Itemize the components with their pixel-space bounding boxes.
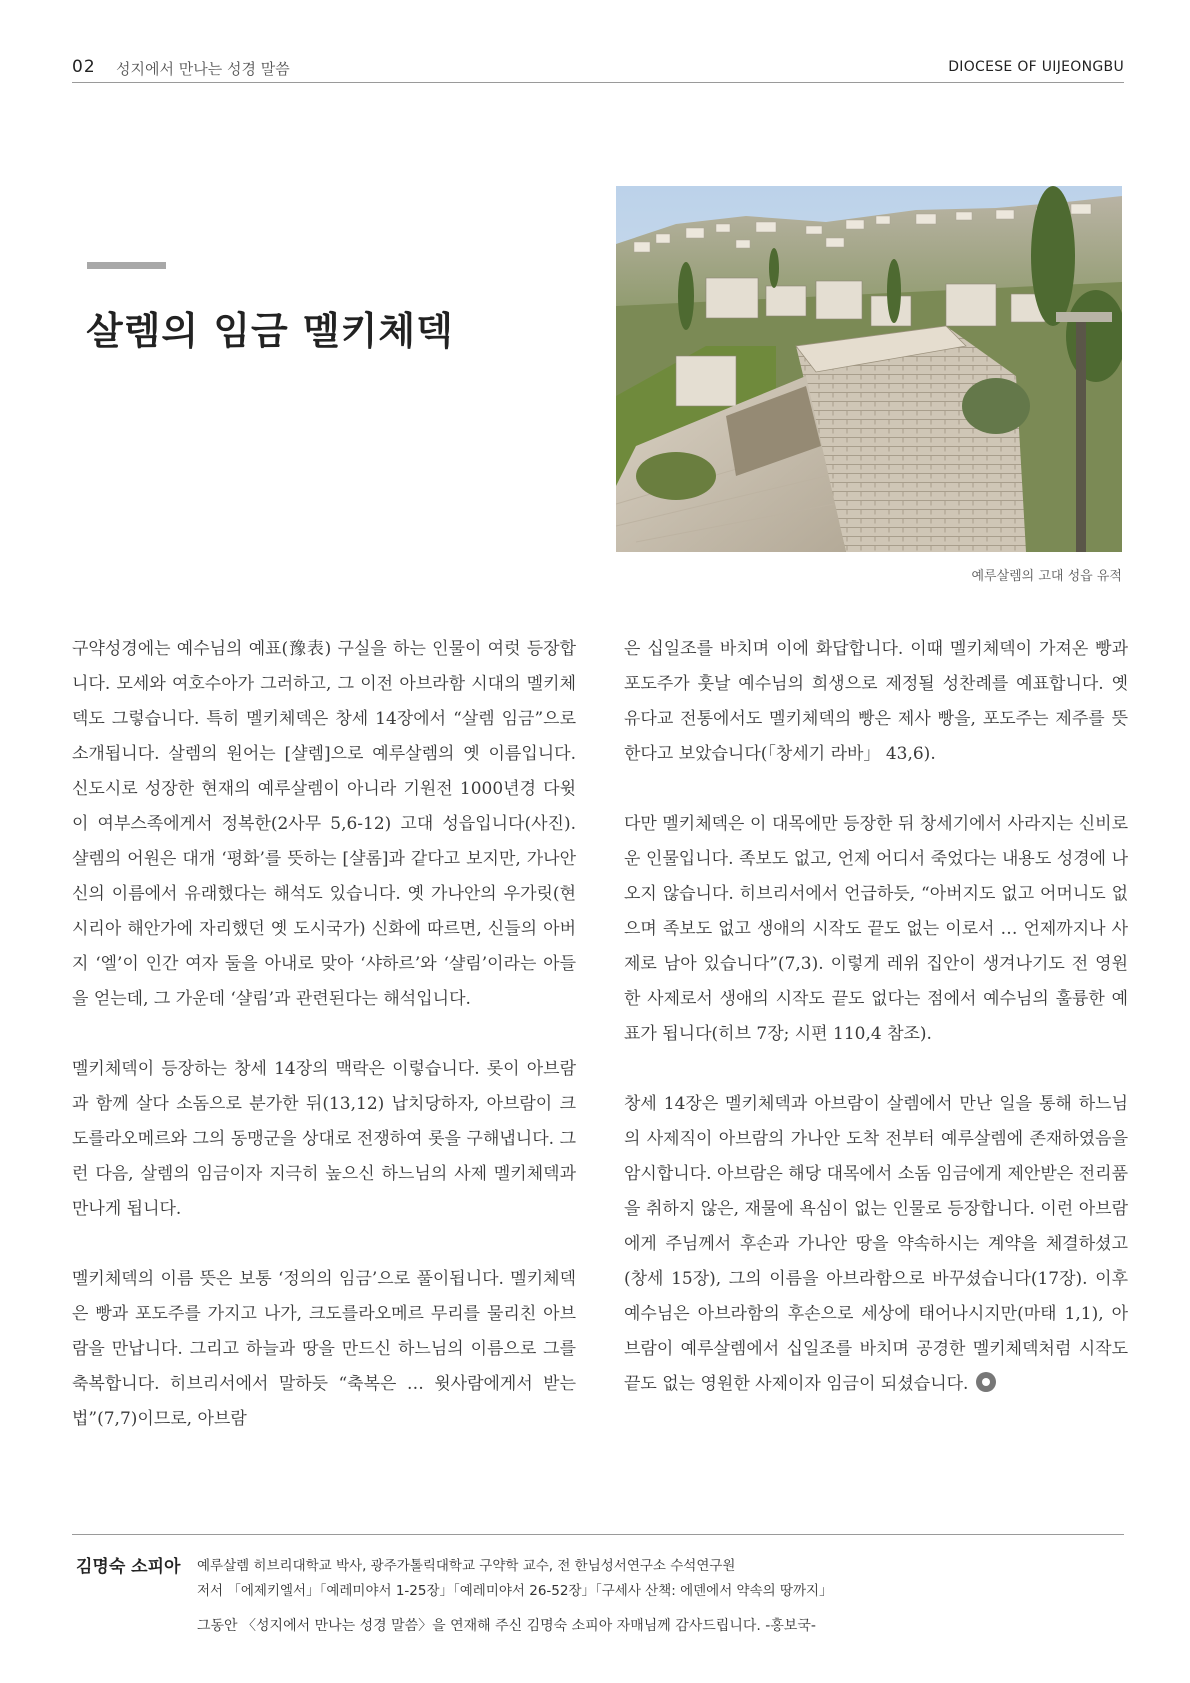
body-paragraph-final [624,1087,1128,1402]
body-paragraph: 은 십일조를 바치며 이에 화답합니다. 이때 멜키체덱이 가져온 빵과 포도주가 훗날 예수님의 희생으로 제정될 성찬례를 예표합니다. 옛 유다교 전통에서도 멜키체덱의 빵은 제사 빵을, 포도주는 제주를 뜻한다고 보았습니다(「창세기 라바」 43,6). [624,639,1128,764]
body-paragraph: 구약성경에는 예수님의 예표(豫表) 구실을 하는 인물이 여럿 등장합니다. 모세와 여호수아가 그러하고, 그 이전 아브라함 시대의 멜키체덱도 그렇습니다. 특히 멜키체덱은 창세 14장에서 “살렘 임금”으로 소개됩니다. 살렘의 원어는 [샬렘]으로 예루살렘의 옛 이름입니다. 신도시로 성장한 현재의 예루살렘이 아니라 기원전 1000년경 다윗이 여부스족에게서 정복한(2사무 5,6-12) 고대 성읍입니다(사진). 샬렘의 어원은 대개 ‘평화’를 뜻하는 [샬롬]과 같다고 보지만, 가나안 신의 이름에서 유래했다는 해석도 있습니다. 옛 가나안의 우가릿(현 시리아 해안가에 자리했던 옛 도시국가) 신화에 따르면, 신들의 아버지 ‘엘’이 인간 여자 둘을 아내로 맞아 ‘샤하르’와 ‘샬림’이라는 아들을 얻는데, 그 가운데 ‘샬림’과 관련된다는 해석입니다. [72,639,576,1009]
body-paragraph: 다만 멜키체덱은 이 대목에만 등장한 뒤 창세기에서 사라지는 신비로운 인물입니다. 족보도 없고, 언제 어디서 죽었다는 내용도 성경에 나오지 않습니다. 히브리서에서 언급하듯, “아버지도 없고 어머니도 없으며 족보도 없고 생애의 시작도 끝도 없는 이로서 … 언제까지나 사제로 남아 있습니다”(7,3). 이렇게 레위 집안이 생겨나기도 전 영원한 사제로서 생애의 시작도 끝도 없다는 점에서 예수님의 훌륭한 예표가 됩니다(히브 7장; 시편 110,4 참조). [624,814,1128,1044]
author-name: 김명숙 소피아 [76,1557,181,1577]
article-title: 살렘의 임금 멜키체덱 [86,308,454,353]
body-column-right [624,632,1128,1437]
footer-divider [72,1534,1124,1535]
body-paragraph: 멜키체덱의 이름 뜻은 보통 ‘정의의 임금’으로 풀이됩니다. 멜키체덱은 빵과 포도주를 가지고 나가, 크도를라오메르 무리를 물리친 아브람을 만납니다. 그리고 하늘과 땅을 만드신 하느님의 이름으로 그를 축복합니다. 히브리서에서 말하듯 “축복은 … 윗사람에게서 받는 법”(7,7)이므로, 아브람 [72,1269,576,1429]
page-header [72,48,1124,83]
publisher-name: DIOCESE OF UIJEONGBU [948,59,1124,75]
author-credentials: 예루살렘 히브리대학교 박사, 광주가톨릭대학교 구약학 교수, 전 한님성서연구소 수석연구원 [197,1558,736,1574]
photo-caption: 예루살렘의 고대 성읍 유적 [971,569,1122,584]
page-number: 02 [72,57,96,77]
section-title: 성지에서 만나는 성경 말씀 [116,60,290,78]
body-paragraph-text: 창세 14장은 멜키체덱과 아브람이 살렘에서 만난 일을 통해 하느님의 사제직이 아브람의 가나안 도착 전부터 예루살렘에 존재하였음을 암시합니다. 아브람은 해당 대목에서 소돔 임금에게 제안받은 전리품을 취하지 않은, 재물에 욕심이 없는 인물로 등장합니다. 이런 아브람에게 주님께서 후손과 가나안 땅을 약속하시는 계약을 체결하셨고(창세 15장), 그의 이름을 아브라함으로 바꾸셨습니다(17장). 이후 예수님은 아브라함의 후손으로 세상에 태어나시지만(마태 1,1), 아브람이 예루살렘에서 십일조를 바치며 공경한 멜키체덱처럼 시작도 끝도 없는 영원한 사제이자 임금이 되셨습니다. [624,1094,1128,1394]
author-bio [197,1554,833,1604]
author-books: 저서 「에제키엘서」「예레미야서 1-25장」「예레미야서 26-52장」「구세사 산책: 에덴에서 약속의 땅까지」 [197,1583,833,1599]
thanks-note: 그동안 〈성지에서 만나는 성경 말씀〉을 연재해 주신 김명숙 소피아 자매님께 감사드립니다. -홍보국- [197,1618,816,1634]
end-mark-icon [976,1372,996,1392]
body-column-left [72,632,576,1472]
title-accent-bar [87,262,166,269]
jerusalem-ruins-photo [616,186,1122,552]
body-paragraph: 멜키체덱이 등장하는 창세 14장의 맥락은 이렇습니다. 롯이 아브람과 함께 살다 소돔으로 분가한 뒤(13,12) 납치당하자, 아브람이 크도를라오메르와 그의 동맹군을 상대로 전쟁하여 롯을 구해냅니다. 그런 다음, 살렘의 임금이자 지극히 높으신 하느님의 사제 멜키체덱과 만나게 됩니다. [72,1059,576,1219]
